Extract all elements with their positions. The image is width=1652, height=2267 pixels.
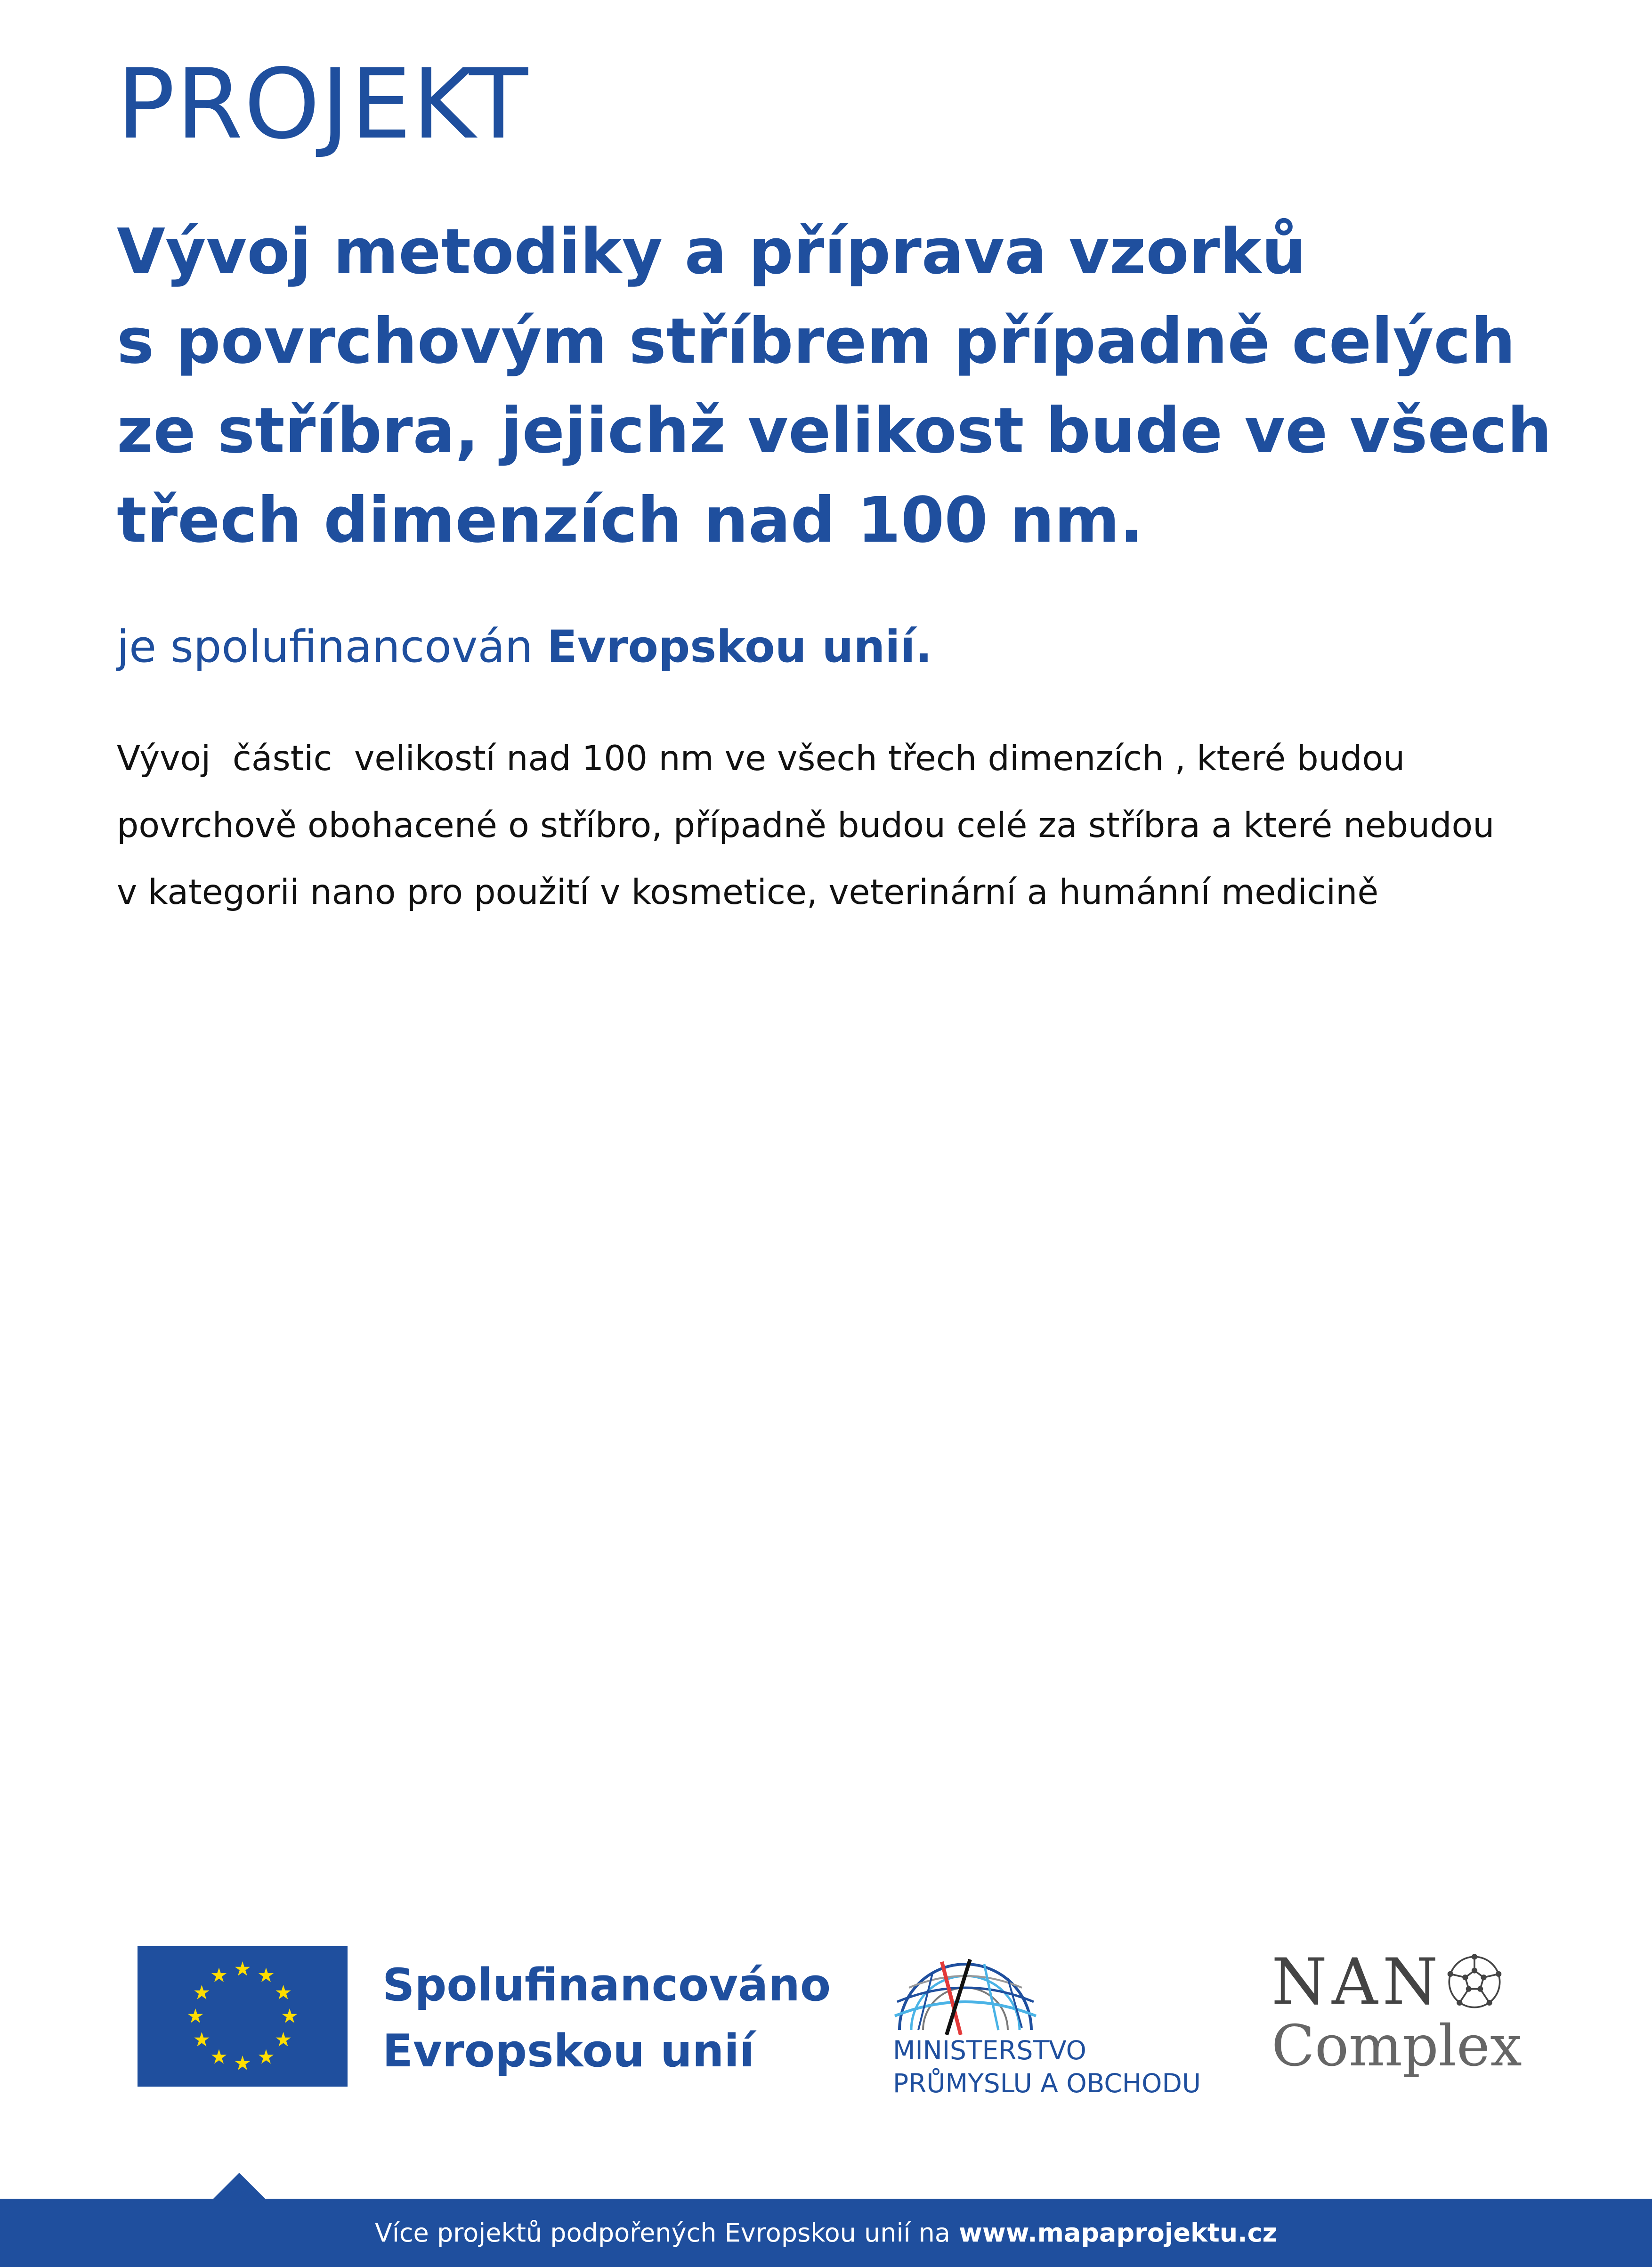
description-line: povrchově obohacené o stříbro, případně budou celé za stříbra a které nebudou	[117, 805, 1495, 845]
footer-link[interactable]: www.mapaprojektu.cz	[958, 2218, 1278, 2248]
fullerene-icon	[1446, 1953, 1503, 2011]
eu-cofinance-logo-text	[382, 1952, 831, 2084]
eu-logo-line: Spolufinancováno	[382, 1959, 831, 2011]
mpo-logo-line: PRŮMYSLU A OBCHODU	[893, 2068, 1201, 2098]
cofinance-prefix: je spolufinancován	[117, 621, 533, 673]
nano-logo-bottom: Complex	[1271, 2014, 1522, 2079]
footer-prefix: Více projektů podpořených Evropskou unií na	[374, 2218, 950, 2248]
cofinance-statement	[117, 621, 932, 674]
footer-bar	[0, 2199, 1652, 2267]
title-line: ze stříbra, jejichž velikost bude ve všech	[117, 395, 1552, 467]
description-line: Vývoj částic velikostí nad 100 nm ve všech třech dimenzích , které budou	[117, 739, 1405, 779]
footer-tab-marker	[213, 2173, 266, 2199]
nano-logo-top	[1271, 1945, 1522, 2019]
mpo-logo-line: MINISTERSTVO	[893, 2035, 1086, 2065]
nanocomplex-logo	[1271, 1945, 1522, 2079]
nano-logo-top-text: NAN	[1271, 1945, 1443, 2019]
mpo-globe-icon	[890, 1945, 1041, 2039]
eu-flag-icon	[138, 1946, 348, 2087]
description-line: v kategorii nano pro použití v kosmetice, veterinární a humánní medicině	[117, 872, 1379, 912]
eyebrow-label: PROJEKT	[117, 49, 529, 161]
title-line: Vývoj metodiky a příprava vzorků	[117, 216, 1306, 288]
title-line: s povrchovým stříbrem případně celých	[117, 305, 1515, 378]
title-line: třech dimenzích nad 100 nm.	[117, 484, 1143, 557]
eu-logo-line: Evropskou unií	[382, 2025, 755, 2077]
mpo-logo-text	[893, 2034, 1201, 2100]
project-title	[117, 207, 1577, 565]
project-description	[117, 725, 1577, 926]
cofinance-bold: Evropskou unií.	[547, 621, 932, 673]
